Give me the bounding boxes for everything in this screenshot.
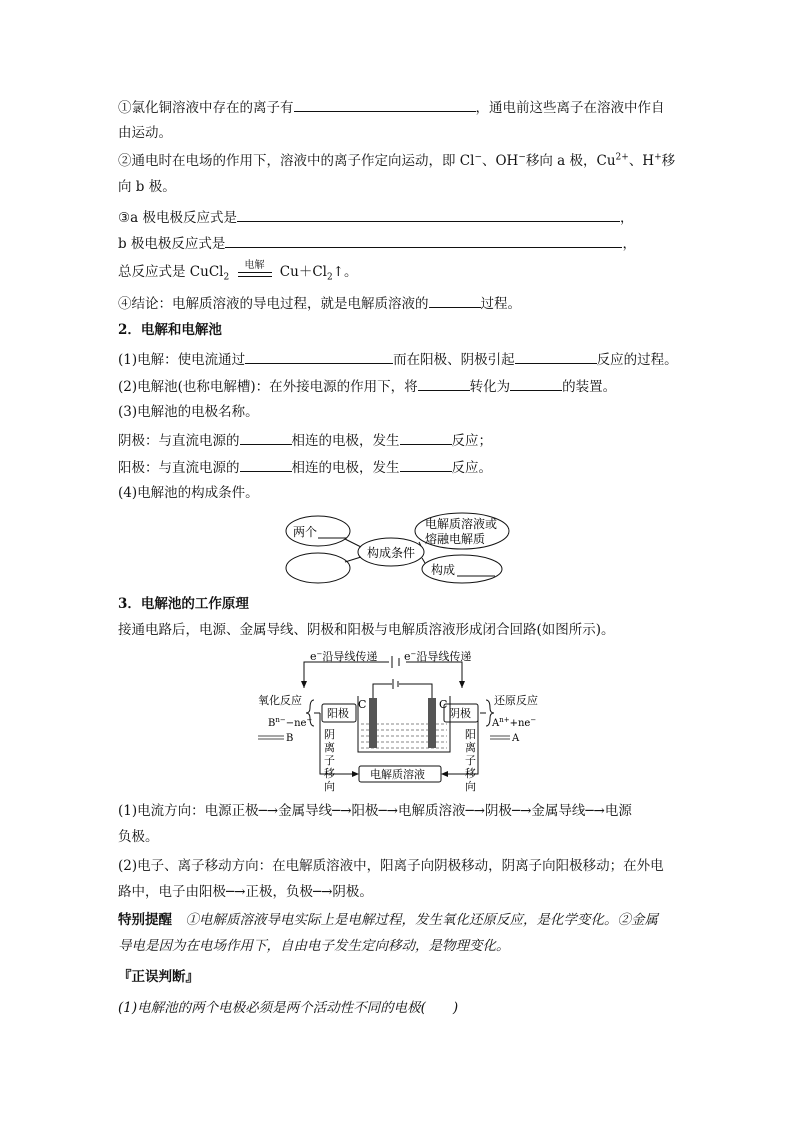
blank-s2-5[interactable] <box>240 429 292 445</box>
solution-label: 电解质溶液 <box>370 768 425 781</box>
svg-text:向: 向 <box>465 780 476 792</box>
p1-line2: 由运动。 <box>118 125 172 141</box>
label-center: 构成条件 <box>367 546 416 560</box>
blank-conclusion[interactable] <box>429 292 481 308</box>
s2-line2: (2)电解池(也称电解槽)：在外接电源的作用下，将 转化为 的装置。 <box>118 375 616 397</box>
condition-label: 电解 <box>244 260 265 271</box>
right-eq1: $A^{n+}+ne^-$ <box>492 716 537 729</box>
svg-text:阴: 阴 <box>324 728 335 741</box>
judge-q1[interactable]: (1)电解池的两个电极必须是两个活动性不同的电极( ) <box>118 1000 459 1016</box>
tip-label: 特别提醒 <box>118 912 172 928</box>
reduction-label: 还原反应 <box>494 694 538 707</box>
right-eq2: A <box>512 733 520 744</box>
p3-line1: ③a 极电极反应式是 ， <box>118 206 633 228</box>
left-electrode <box>369 698 377 748</box>
blank-s2-1[interactable] <box>245 348 393 364</box>
label-two: 两个 <box>293 525 318 539</box>
electrolysis-cell-diagram <box>254 648 544 792</box>
right-move-label <box>465 728 476 792</box>
svg-text:阳: 阳 <box>465 728 476 741</box>
blank-s2-7[interactable] <box>240 456 292 472</box>
p1-line1: ①氯化铜溶液中存在的离子有 ，通电前这些离子在溶液中作自 <box>118 96 665 118</box>
svg-text:子: 子 <box>324 754 335 767</box>
p4-line: ④结论：电解质溶液的导电过程，就是电解质溶液的 过程。 <box>118 292 521 314</box>
blank-s2-2[interactable] <box>515 348 597 364</box>
s2-line4: 阴极：与直流电源的 相连的电极，发生 反应； <box>118 429 492 451</box>
cathode-label: 阴极 <box>449 707 471 720</box>
top-left-label: e−沿导线传递 <box>310 650 378 663</box>
label-solution: 电解质溶液或 <box>425 517 498 531</box>
s2-line5: 阳极：与直流电源的 相连的电极，发生 反应。 <box>118 456 492 478</box>
tip-line1: 特别提醒 ①电解质溶液导电实际上是电解过程，发生氧化还原反应，是化学变化。②金属 <box>118 912 658 928</box>
svg-text:离: 离 <box>465 741 476 754</box>
label-compose: 构成 <box>431 563 456 577</box>
oxidation-label: 氧化反应 <box>258 694 302 707</box>
right-electrode <box>428 698 436 748</box>
svg-text:子: 子 <box>465 754 476 767</box>
s2-line1: (1)电解：使电流通过 而在阳极、阴极引起 反应的过程。 <box>118 348 678 370</box>
current-line2: 负极。 <box>118 829 159 845</box>
blank-s2-8[interactable] <box>400 456 452 472</box>
svg-text:移: 移 <box>465 767 476 780</box>
conditions-diagram <box>285 512 517 588</box>
p3-line2: b 极电极反应式是 ， <box>118 232 636 254</box>
left-move-label <box>324 728 335 792</box>
blank-s2-3[interactable] <box>418 375 470 391</box>
anode-label: 阳极 <box>327 707 349 720</box>
section2-title: 2．电解和电解池 <box>118 322 222 338</box>
left-c-label: C <box>358 698 367 711</box>
electron-line2: 路中，电子由阳极─→正极，负极─→阴极。 <box>118 884 373 900</box>
blank-b-electrode[interactable] <box>225 232 622 248</box>
label-molten: 熔融电解质 <box>425 532 486 546</box>
p2-line1: ②通电时在电场的作用下，溶液中的离子作定向运动，即 Cl−、OH−移向 a 极，$Cu^{2+}$、H+移 <box>118 152 676 169</box>
right-c-label: C <box>439 698 448 711</box>
section3-title: 3．电解池的工作原理 <box>118 596 249 612</box>
left-eq2: B <box>286 733 294 744</box>
left-eq1: $B^{n-}-ne^-$ <box>268 716 313 729</box>
s2-line6: (4)电解池的构成条件。 <box>118 485 259 501</box>
blank-ions[interactable] <box>294 96 476 112</box>
total-reaction: 总反应式是 CuCl$_2$ 电解 $Cu+Cl_2↑$。 <box>118 262 358 282</box>
blank-s2-4[interactable] <box>510 375 562 391</box>
ellipse-bottom-left <box>286 553 350 583</box>
tip-line2: 导电是因为在电场作用下，自由电子发生定向移动，是物理变化。 <box>118 938 510 954</box>
s3-intro: 接通电路后，电源、金属导线、阴极和阳极与电解质溶液形成闭合回路(如图所示)。 <box>118 622 615 638</box>
current-line1: (1)电流方向：电源正极─→金属导线─→阳极─→电解质溶液─→阴极─→金属导线─→电源 <box>118 803 632 819</box>
top-right-label: e−沿导线传递 <box>404 650 472 663</box>
electron-line1: (2)电子、离子移动方向：在电解质溶液中，阳离子向阴极移动，阴离子向阳极移动；在外电 <box>118 858 664 874</box>
judge-title: 『正误判断』 <box>118 969 199 985</box>
blank-a-electrode[interactable] <box>237 206 620 222</box>
svg-text:向: 向 <box>324 780 335 792</box>
p2-line2: 向 b 极。 <box>118 179 176 195</box>
svg-text:移: 移 <box>324 767 335 780</box>
svg-text:离: 离 <box>324 741 335 754</box>
s2-line3: (3)电解池的电极名称。 <box>118 404 259 420</box>
blank-s2-6[interactable] <box>400 429 452 445</box>
